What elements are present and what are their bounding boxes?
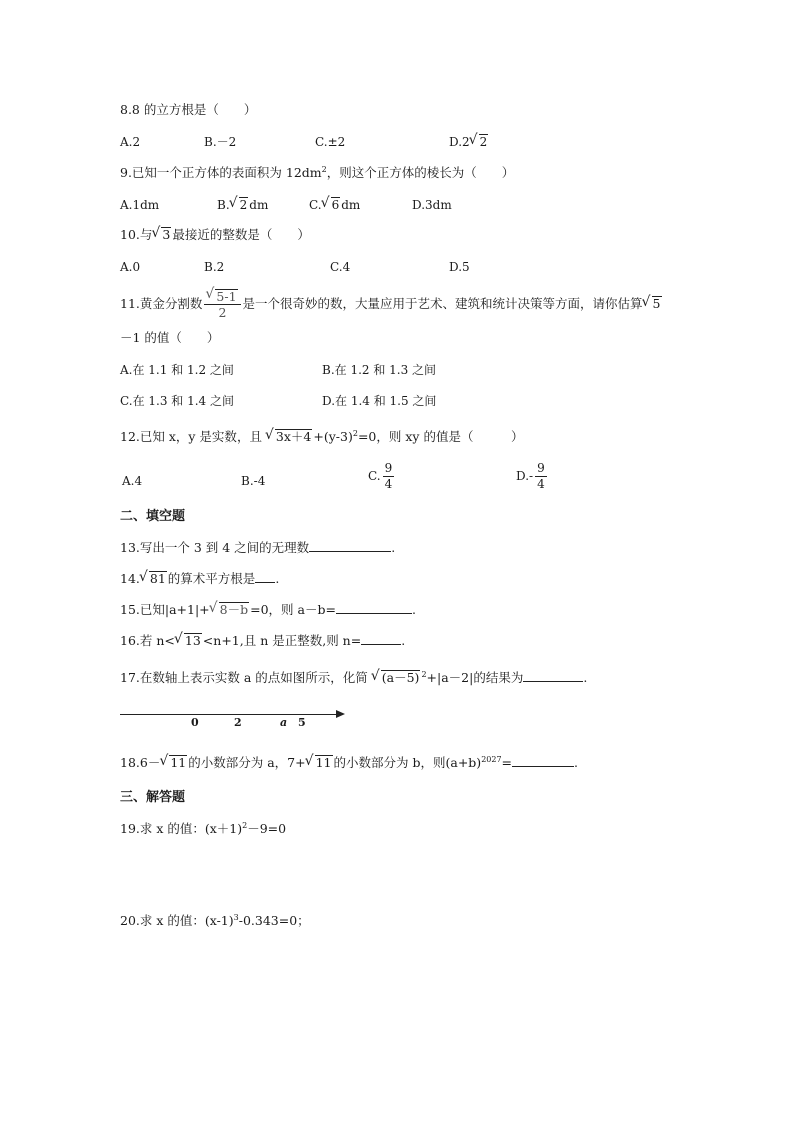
answer-blank[interactable] bbox=[336, 601, 412, 614]
q9-option-a: A.1dm bbox=[120, 198, 160, 212]
q10-option-d: D.5 bbox=[449, 260, 470, 274]
q9-option-d: D.3dm bbox=[412, 198, 452, 212]
q8-option-c: C.±2 bbox=[315, 135, 346, 149]
tick-label-a: a bbox=[280, 716, 288, 729]
answer-blank[interactable] bbox=[512, 754, 574, 767]
arrow-right-icon bbox=[336, 710, 345, 718]
q9-option-b: B.√ 2 dm bbox=[217, 196, 268, 214]
q8-option-a: A.2 bbox=[120, 135, 141, 149]
q10-option-c: C.4 bbox=[330, 260, 351, 274]
number-line-axis bbox=[120, 714, 338, 715]
question-11: 11.黄金分割数 √ $\frac{5-1}{2}$ 是一个很奇妙的数，大量应用于艺术、建筑和统计决策等方面，请你估算√ 5 bbox=[120, 289, 663, 320]
question-17: 17.在数轴上表示实数 a 的点如图所示，化简 √ (a－5) $^2$+|a－2|的结果为 . bbox=[120, 669, 587, 687]
question-10: 10.与√ 3 最接近的整数是（ ） bbox=[120, 226, 310, 244]
q10-option-a: A.0 bbox=[120, 260, 141, 274]
question-11-line2: －1 的值（ ） bbox=[120, 330, 220, 345]
question-18: 18.6－√ 11 的小数部分为 a，7+√ 11 的小数部分为 b，则$(a+b)^{2027}=$ . bbox=[120, 754, 578, 772]
q11-option-c: C.在 1.3 和 1.4 之间 bbox=[120, 394, 234, 408]
tick-label-2: 2 bbox=[234, 716, 242, 729]
sqrt-symbol: √ 2 bbox=[470, 133, 489, 151]
q12-option-c: C. $\frac{9}{4}$ bbox=[368, 461, 393, 491]
question-8 bbox=[120, 101, 256, 119]
q12-option-a: A.4 bbox=[122, 474, 143, 488]
question-20: 20.求 x 的值：$(x-1)^3-0.343=0$； bbox=[120, 913, 310, 928]
q11-option-a: A.在 1.1 和 1.2 之间 bbox=[120, 363, 234, 377]
q11-option-b: B.在 1.2 和 1.3 之间 bbox=[322, 363, 437, 377]
q12-option-b: B.-4 bbox=[241, 474, 266, 488]
question-14: 14.√ 81 的算术平方根是 . bbox=[120, 570, 279, 588]
question-16: 16.若 n<√ 13 <n+1,且 n 是正整数,则 n= . bbox=[120, 632, 405, 650]
question-13: 13.写出一个 3 到 4 之间的无理数 . bbox=[120, 540, 396, 555]
golden-ratio-fraction: √ $\frac{5-1}{2}$ bbox=[204, 289, 240, 320]
question-15: 15.已知|a+1|+√ 8－b =0，则 a－b= . bbox=[120, 601, 416, 619]
question-8-stem: 8.8 的立方根是（ ） bbox=[120, 102, 257, 117]
tick-label-0: 0 bbox=[191, 716, 199, 729]
q12-option-d: D.- $\frac{9}{4}$ bbox=[516, 461, 545, 491]
answer-blank[interactable] bbox=[309, 539, 391, 552]
q10-option-b: B.2 bbox=[204, 260, 225, 274]
section-heading-fill-in: 二、填空题 bbox=[120, 509, 186, 524]
q9-option-c: C.√ 6 dm bbox=[309, 196, 360, 214]
q8-option-d: D.2√ 2 bbox=[449, 133, 489, 151]
question-12: 12.已知 x，y 是实数，且 √ $3x+4 +(y-3)^2=0$，则 xy 的值是（ ） bbox=[120, 428, 523, 446]
section-heading-solve: 三、解答题 bbox=[120, 790, 186, 805]
answer-blank[interactable] bbox=[361, 632, 401, 645]
question-19: 19.求 x 的值：$(x+1)^2-9=0$ bbox=[120, 821, 287, 836]
answer-blank[interactable] bbox=[523, 669, 583, 682]
q11-option-d: D.在 1.4 和 1.5 之间 bbox=[322, 394, 437, 408]
q8-option-b: B.－2 bbox=[204, 135, 237, 149]
tick-label-5: 5 bbox=[298, 716, 306, 729]
question-9: 9.已知一个正方体的表面积为 $12dm^2$，则这个正方体的棱长为（ ） bbox=[120, 165, 515, 180]
answer-blank[interactable] bbox=[255, 570, 275, 583]
